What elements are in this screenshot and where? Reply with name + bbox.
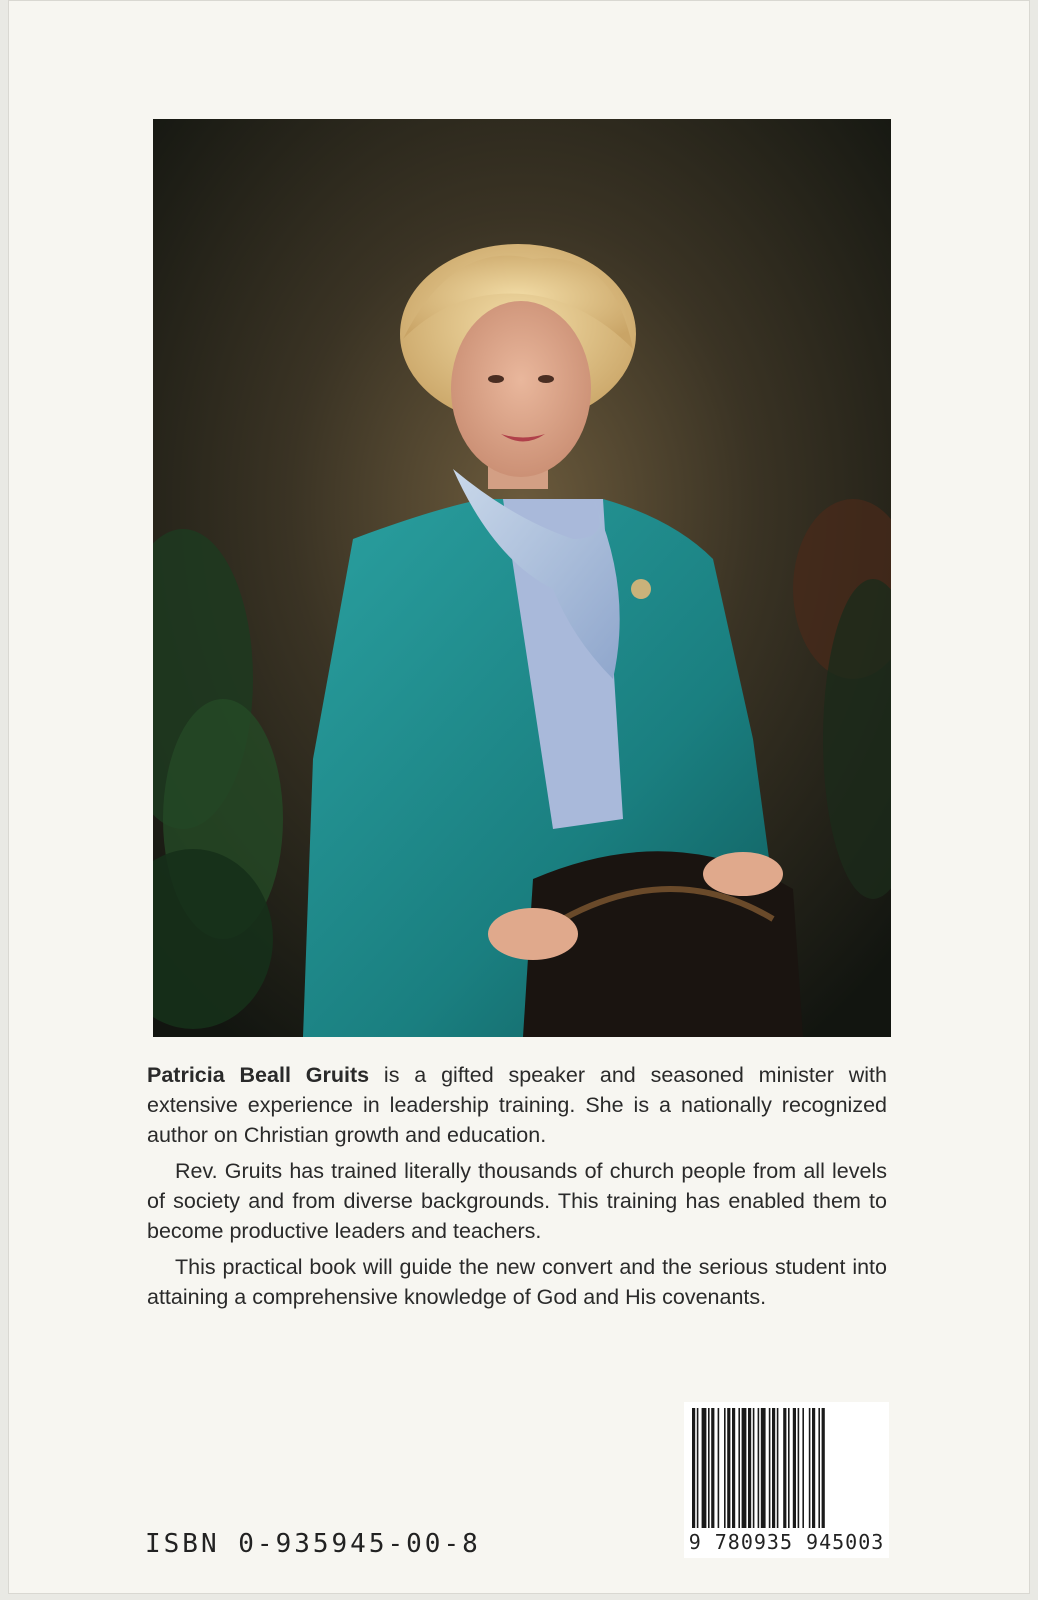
barcode-bars bbox=[684, 1402, 889, 1532]
barcode-bar bbox=[798, 1408, 800, 1528]
author-name: Patricia Beall Gruits bbox=[147, 1063, 370, 1087]
barcode-bar bbox=[761, 1408, 766, 1528]
barcode-bar bbox=[802, 1408, 804, 1528]
barcode-bar bbox=[809, 1408, 811, 1528]
barcode-bar bbox=[738, 1408, 740, 1528]
barcode-bar bbox=[772, 1408, 775, 1528]
barcode-bar bbox=[732, 1408, 735, 1528]
barcode-bar bbox=[724, 1408, 726, 1528]
barcode-bar bbox=[758, 1408, 760, 1528]
barcode-bar bbox=[727, 1408, 730, 1528]
barcode-bar bbox=[753, 1408, 755, 1528]
barcode-bar bbox=[812, 1408, 815, 1528]
bio-paragraph-1 bbox=[147, 1060, 887, 1150]
barcode-bar bbox=[818, 1408, 820, 1528]
barcode-bar bbox=[711, 1408, 714, 1528]
bio-paragraph-2: Rev. Gruits has trained literally thousands of church people from all levels of society and from diverse backgrounds. This training has enabled them to become productive leaders and teachers. bbox=[147, 1159, 887, 1243]
barcode-bar bbox=[748, 1408, 751, 1528]
isbn-text: ISBN 0-935945-00-8 bbox=[145, 1529, 481, 1559]
barcode-bar bbox=[793, 1408, 796, 1528]
barcode-bar bbox=[697, 1408, 699, 1528]
barcode-bar bbox=[692, 1408, 695, 1528]
author-portrait bbox=[153, 119, 891, 1037]
barcode-bar bbox=[769, 1408, 771, 1528]
barcode-bar bbox=[708, 1408, 710, 1528]
barcode-bar bbox=[788, 1408, 790, 1528]
bio-paragraph-1-text: is a gifted speaker and seasoned minister with extensive experience in leadership training. She is a nationally recognized author on Christian growth and education. bbox=[147, 1063, 887, 1147]
barcode-bar bbox=[822, 1408, 825, 1528]
author-bio bbox=[147, 1060, 887, 1318]
barcode-bar bbox=[702, 1408, 707, 1528]
barcode-bar bbox=[718, 1408, 720, 1528]
barcode-bar bbox=[777, 1408, 779, 1528]
book-back-cover bbox=[8, 0, 1030, 1594]
barcode-digits: 9 780935 945003 bbox=[684, 1530, 889, 1554]
barcode-bar bbox=[742, 1408, 747, 1528]
bio-paragraph-3: This practical book will guide the new convert and the serious student into attaining a comprehensive knowledge of God and His covenants. bbox=[147, 1255, 887, 1309]
barcode-bar bbox=[783, 1408, 786, 1528]
barcode bbox=[684, 1402, 889, 1558]
